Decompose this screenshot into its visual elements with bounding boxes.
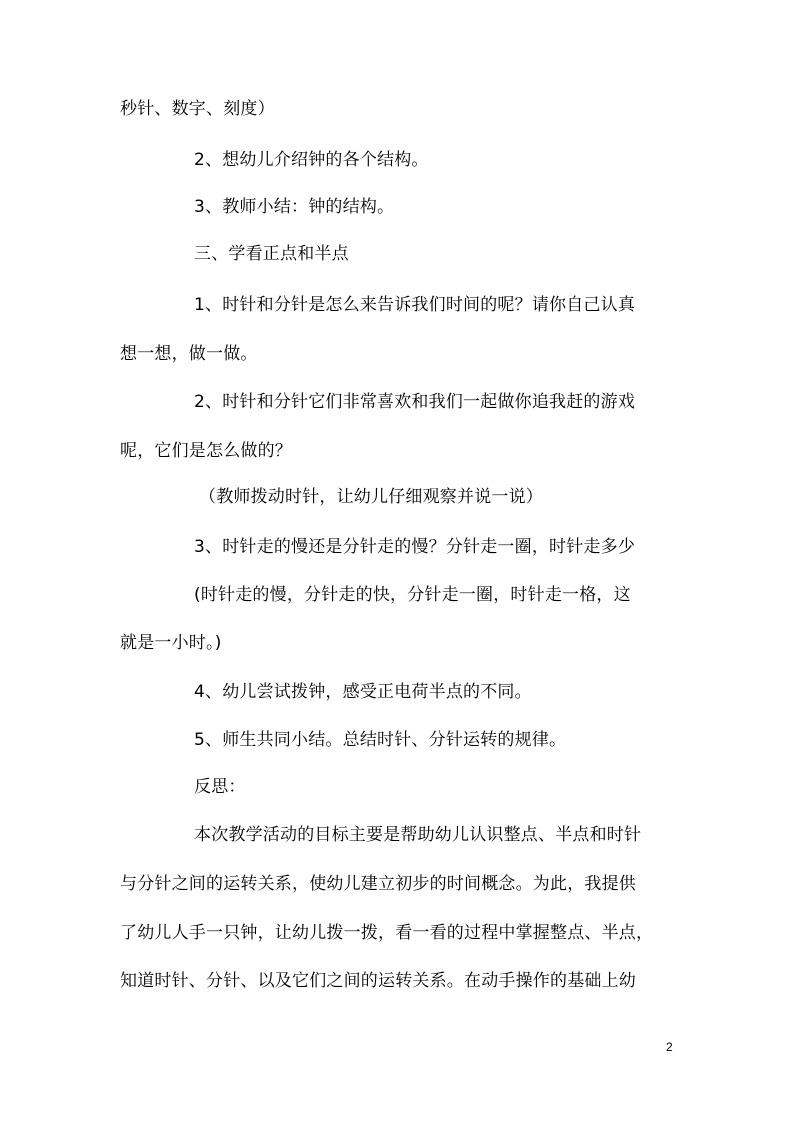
text-line: 3、教师小结：钟的结构。	[194, 197, 395, 217]
text-line: 3、时针走的慢还是分针走的慢？分针走一圈，时针走多少	[194, 537, 636, 557]
text-line: 2、想幼儿介绍钟的各个结构。	[194, 150, 429, 170]
section-heading: 三、学看正点和半点	[194, 244, 349, 264]
text-line: 与分针之间的运转关系，使幼儿建立初步的时间概念。为此，我提供	[120, 874, 636, 894]
text-line: 5、师生共同小结。总结时针、分针运转的规律。	[194, 730, 567, 750]
text-line: 秒针、数字、刻度）	[120, 99, 275, 119]
text-line: 了幼儿人手一只钟，让幼儿拨一拨，看一看的过程中掌握整点、半点，	[120, 923, 654, 943]
text-line: （教师拨动时针，让幼儿仔细观察并说一说）	[199, 487, 543, 507]
text-line: 知道时针、分针、以及它们之间的运转关系。在动手操作的基础上幼	[120, 971, 636, 991]
page-number: 2	[666, 1040, 673, 1054]
section-heading: 反思：	[194, 777, 246, 797]
text-line: 4、幼儿尝试拨钟，感受正电荷半点的不同。	[194, 682, 532, 702]
text-line: 就是一小时。)	[120, 633, 222, 653]
text-line: 呢，它们是怎么做的？	[120, 441, 292, 461]
text-line: 2、时针和分针它们非常喜欢和我们一起做你追我赶的游戏	[194, 392, 636, 412]
text-line: 想一想，做一做。	[120, 344, 258, 364]
text-line: 1、时针和分针是怎么来告诉我们时间的呢？请你自己认真	[194, 295, 636, 315]
text-line: (时针走的慢，分针走的快，分针走一圈，时针走一格，这	[194, 585, 631, 605]
text-line: 本次教学活动的目标主要是帮助幼儿认识整点、半点和时针	[194, 825, 642, 845]
